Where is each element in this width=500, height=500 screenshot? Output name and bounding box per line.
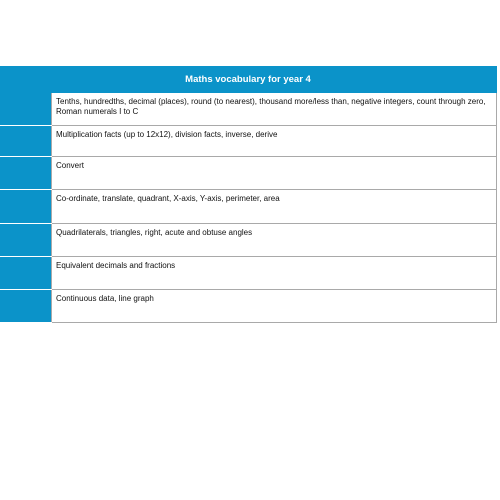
table-title-text: Maths vocabulary for year 4	[185, 74, 311, 85]
vocabulary-table	[0, 66, 497, 323]
table-row	[0, 224, 497, 257]
table-row	[0, 157, 497, 190]
vocabulary-cell: Tenths, hundredths, decimal (places), round (to nearest), thousand more/less than, negative integers, count through zero, Roman numerals I to C	[52, 93, 497, 126]
vocabulary-cell: Multiplication facts (up to 12x12), division facts, inverse, derive	[52, 126, 497, 157]
topic-cell	[0, 224, 52, 257]
vocabulary-cell: Convert	[52, 157, 497, 190]
table-title	[0, 67, 497, 93]
table-row	[0, 290, 497, 323]
topic-cell	[0, 190, 52, 224]
table-row	[0, 190, 497, 224]
table-row	[0, 93, 497, 126]
topic-cell	[0, 93, 52, 126]
table-row	[0, 126, 497, 157]
topic-cell	[0, 257, 52, 290]
table-row	[0, 257, 497, 290]
vocabulary-cell: Continuous data, line graph	[52, 290, 497, 323]
topic-cell	[0, 290, 52, 323]
vocabulary-cell: Equivalent decimals and fractions	[52, 257, 497, 290]
vocabulary-cell: Quadrilaterals, triangles, right, acute and obtuse angles	[52, 224, 497, 257]
vocabulary-cell: Co-ordinate, translate, quadrant, X-axis, Y-axis, perimeter, area	[52, 190, 497, 224]
topic-cell	[0, 157, 52, 190]
topic-cell	[0, 126, 52, 157]
